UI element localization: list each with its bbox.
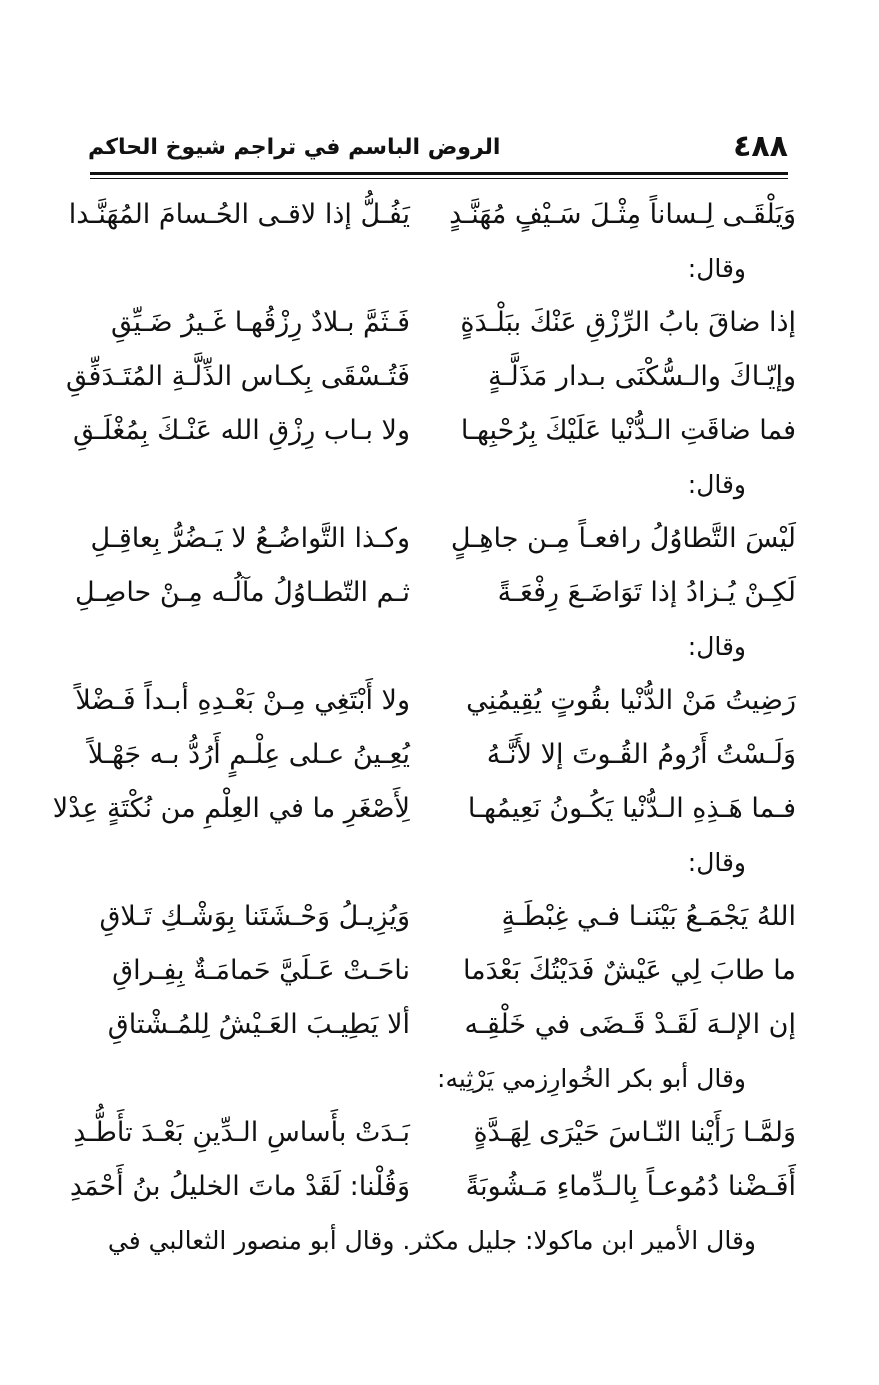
verse-line bbox=[75, 568, 796, 622]
verse-line bbox=[80, 892, 796, 946]
verse-first-hemistich: وإيّـاكَ والـسُّكْنَى بـدار مَذَلَّـةٍ bbox=[488, 361, 796, 392]
page-content bbox=[52, 190, 796, 1270]
verse-line bbox=[80, 514, 796, 568]
verse-line bbox=[73, 1108, 796, 1162]
verse-introduction: وقال: bbox=[687, 254, 746, 283]
verse-introduction: وقال: bbox=[687, 632, 746, 661]
verse-second-hemistich: ولا بـاب رِزْقِ الله عَنْـكَ بِمُغْلَـقِ bbox=[72, 415, 410, 446]
verse-second-hemistich: يُعِـينُ عـلى عِلْـمٍ أَرُدُّ بـه جَهْـلاً bbox=[87, 739, 410, 770]
verse-second-hemistich: ولا أَبْتَغِي مِـنْ بَعْـدِهِ أبـداً فَـضْلاً bbox=[75, 685, 410, 716]
verse-second-hemistich: لِأَصْغَرِ ما في العِلْمِ من نُكْتَةٍ عِدْلا bbox=[52, 793, 410, 824]
verse-line bbox=[80, 1000, 796, 1054]
verse-second-hemistich: وَيُزِيـلُ وَحْـشَتَنا بِوَشْـكِ تَـلاقِ bbox=[99, 901, 410, 932]
verse-first-hemistich: فما ضاقَتِ الـدُّنْيا عَلَيْكَ بِرُحْبِهـا bbox=[460, 415, 796, 446]
page-number: ٤٨٨ bbox=[733, 129, 788, 164]
verse-introduction: وقال: bbox=[687, 848, 746, 877]
header-rule-thin bbox=[90, 178, 788, 179]
verse-second-hemistich: وَقُلْنا: لَقَدْ ماتَ الخليلُ بنُ أَحْمَدِ bbox=[69, 1171, 410, 1202]
verse-first-hemistich: وَلَـسْتُ أَرُومُ القُـوتَ إلا لأَنَّـهُ bbox=[486, 739, 796, 770]
verse-introduction: وقال: bbox=[687, 470, 746, 499]
verse-second-hemistich: وكـذا التَّواضُـعُ لا يَـضُرُّ بِعاقِـلِ bbox=[90, 523, 410, 554]
verse-line bbox=[69, 1162, 796, 1216]
prose-line: وقال الأمير ابن ماكولا: جليل مكثر. وقال أبو منصور الثعالبي في bbox=[107, 1226, 756, 1255]
verse-line bbox=[80, 298, 796, 352]
verse-first-hemistich: لَكِـنْ يُـزادُ إذا تَوَاضَـعَ رِفْعَـةً bbox=[497, 577, 796, 608]
verse-line bbox=[80, 946, 796, 1000]
verse-first-hemistich: إذا ضاقَ بابُ الرِّزْقِ عَنْكَ ببَلْـدَةٍ bbox=[460, 307, 796, 338]
verse-second-hemistich: ناحَـتْ عَـلَيَّ حَمامَـةٌ بِفِـراقِ bbox=[112, 955, 410, 986]
verse-first-hemistich: لَيْسَ التَّطاوُلُ رافعـاً مِـن جاهِـلٍ bbox=[450, 523, 796, 554]
verse-second-hemistich: فَتُـسْقَى بِكـاس الذِّلَّـةِ المُتَـدَفِّقِ bbox=[66, 361, 410, 392]
verse-second-hemistich: فَـثَمَّ بـلادٌ رِزْقُهـا غَـيرُ ضَـيِّقِ bbox=[111, 307, 410, 338]
verse-second-hemistich: يَفُـلُّ إذا لاقـى الحُـسامَ المُهَنَّـدا bbox=[68, 199, 410, 230]
verse-line bbox=[66, 352, 796, 406]
verse-first-hemistich: وَيَلْقَـى لِـساناً مِثْـلَ سَـيْفٍ مُهَنَّـدٍ bbox=[449, 199, 796, 230]
verse-introduction: وقال أبو بكر الخُوارِزمي يَرْثِيه: bbox=[437, 1064, 746, 1093]
verse-second-hemistich: بَـدَتْ بأَساسِ الـدِّينِ بَعْـدَ تأَطُّـدِ bbox=[73, 1117, 410, 1148]
verse-second-hemistich: ألا يَطِيـبَ العَـيْشُ لِلمُـشْتاقِ bbox=[107, 1009, 410, 1040]
verse-line bbox=[68, 190, 796, 244]
verse-first-hemistich: أَفَـضْنا دُمُوعـاً بِالـدِّماءِ مَـشُوبَةً bbox=[465, 1171, 796, 1202]
verse-first-hemistich: رَضِيتُ مَنْ الدُّنْيا بقُوتٍ يُقِيمُنِي bbox=[466, 685, 796, 716]
verse-first-hemistich: إن الإلـهَ لَقَـدْ قَـضَى في خَلْقِـه bbox=[464, 1009, 796, 1040]
verse-second-hemistich: ثـم التّطـاوُلُ مآلُـه مِـنْ حاصِـلِ bbox=[75, 577, 410, 608]
verse-first-hemistich: ما طابَ لِي عَيْشٌ فَدَيْتُكَ بَعْدَما bbox=[462, 955, 796, 986]
verse-first-hemistich: وَلمَّـا رَأَيْنا النّـاسَ حَيْرَى لِهَـدَّةٍ bbox=[473, 1117, 796, 1148]
verse-line bbox=[72, 406, 796, 460]
header-rule-thick bbox=[90, 172, 788, 175]
running-title: الروض الباسم في تراجم شيوخ الحاكم bbox=[88, 135, 501, 160]
verse-line bbox=[80, 730, 796, 784]
verse-line bbox=[52, 784, 796, 838]
verse-first-hemistich: اللهُ يَجْمَـعُ بَيْنَنـا فـي غِبْطَـةٍ bbox=[501, 901, 796, 932]
verse-first-hemistich: فـما هَـذِهِ الـدُّنْيا يَكُـونُ نَعِيمُهـا bbox=[467, 793, 796, 824]
page-header bbox=[88, 128, 788, 170]
verse-line bbox=[75, 676, 796, 730]
